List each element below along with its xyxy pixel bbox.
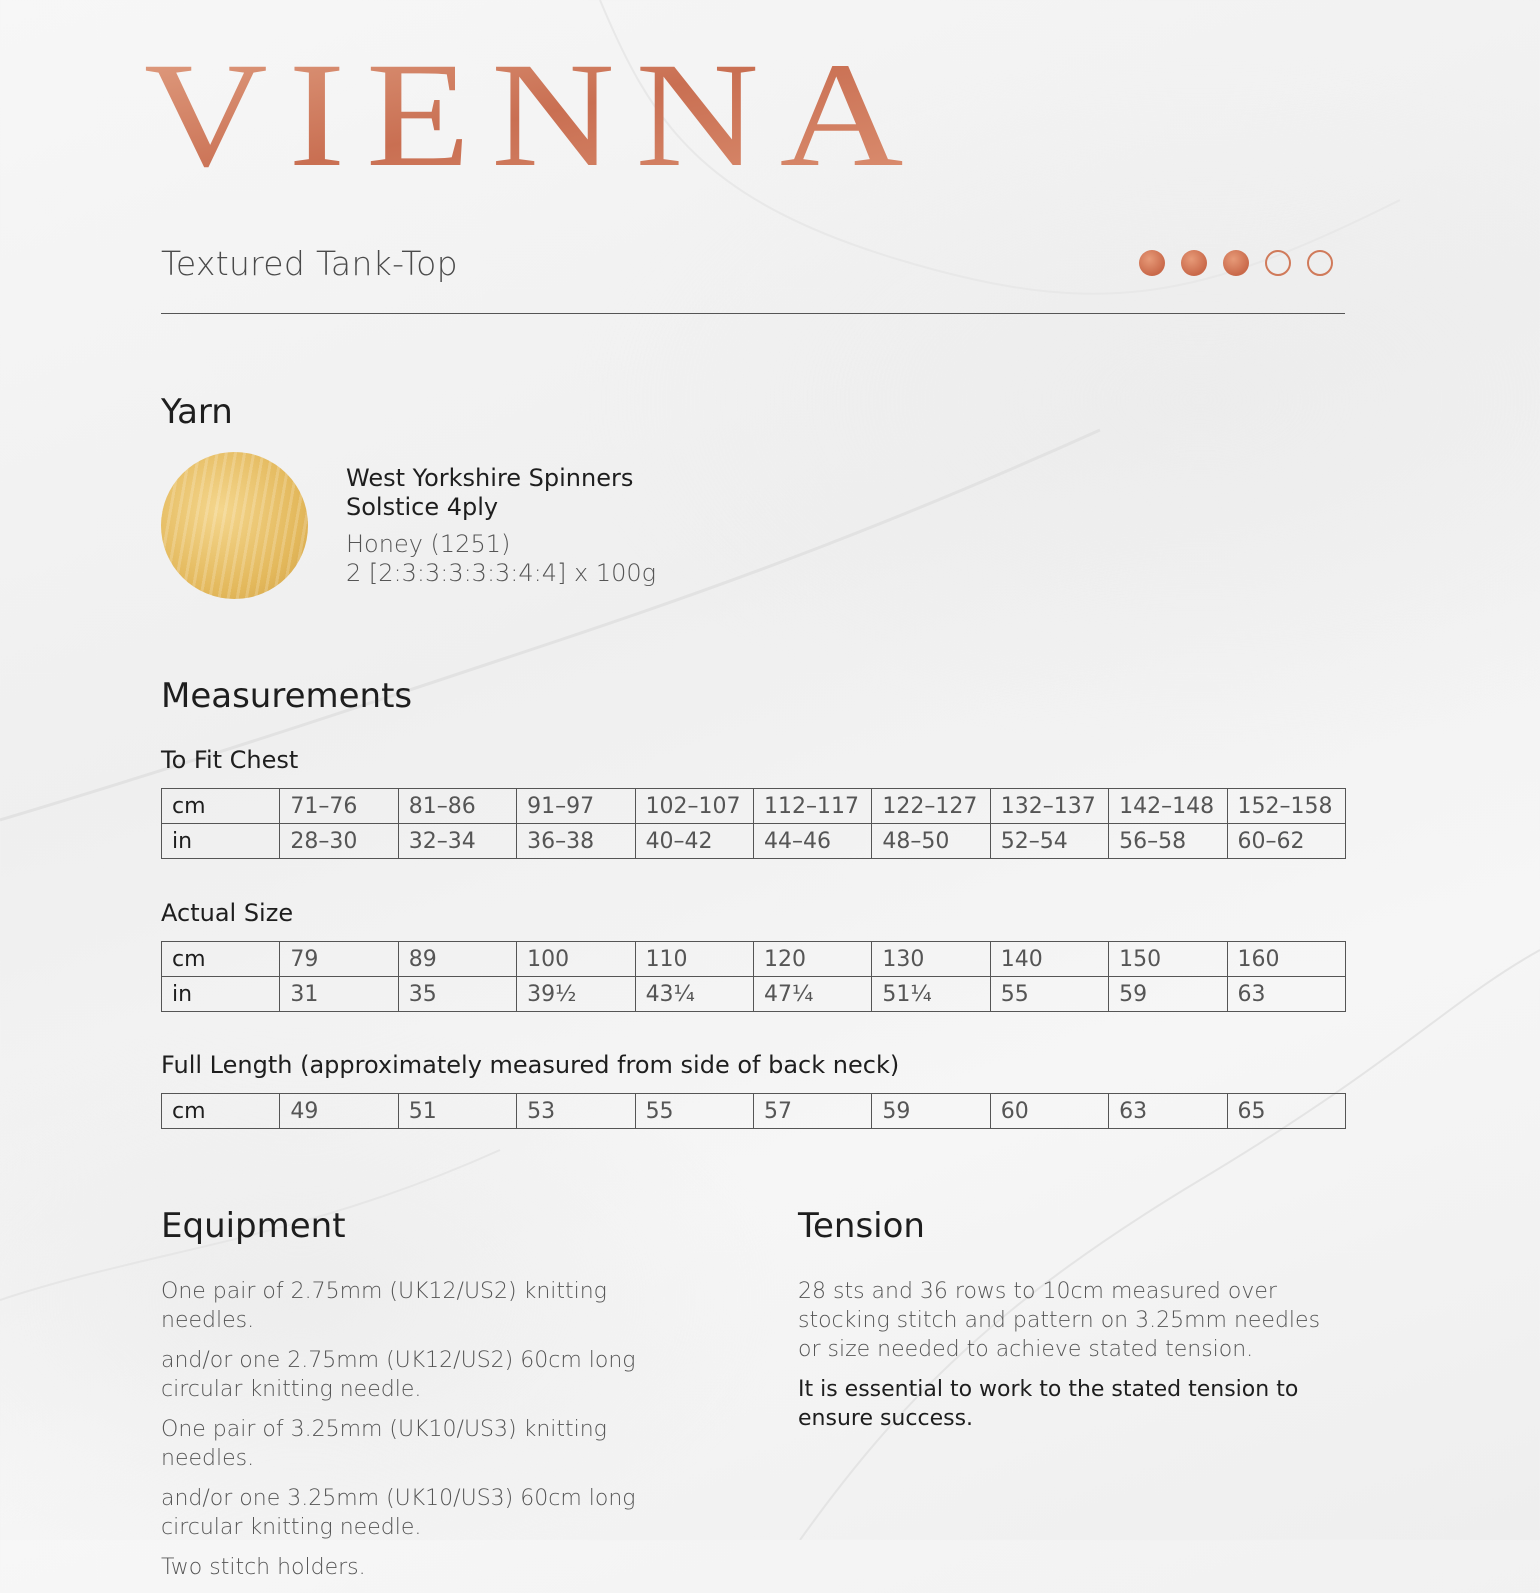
value-cell: 140 bbox=[990, 942, 1108, 977]
value-cell: 40–42 bbox=[635, 824, 753, 859]
value-cell: 47¼ bbox=[753, 977, 871, 1012]
yarn-quantity: 2 [2:3:3:3:3:3:4:4] x 100g bbox=[346, 559, 657, 587]
yarn-heading: Yarn bbox=[161, 392, 233, 432]
value-cell: 81–86 bbox=[398, 789, 516, 824]
value-cell: 122–127 bbox=[872, 789, 990, 824]
to-fit-chest-label: To Fit Chest bbox=[161, 746, 299, 774]
table-row bbox=[162, 1094, 1346, 1129]
measurements-heading: Measurements bbox=[161, 676, 413, 716]
unit-cell: cm bbox=[162, 1094, 280, 1129]
table-row bbox=[162, 977, 1346, 1012]
difficulty-dot-filled bbox=[1181, 250, 1207, 276]
logo-text: VIENNA bbox=[144, 32, 924, 198]
yarn-shade: Honey (1251) bbox=[346, 530, 511, 558]
value-cell: 142–148 bbox=[1109, 789, 1227, 824]
value-cell: 55 bbox=[990, 977, 1108, 1012]
actual-size-table bbox=[161, 941, 1346, 1012]
value-cell: 112–117 bbox=[753, 789, 871, 824]
yarn-details bbox=[346, 464, 656, 588]
value-cell: 49 bbox=[280, 1094, 398, 1129]
value-cell: 65 bbox=[1227, 1094, 1345, 1129]
table-row bbox=[162, 789, 1346, 824]
value-cell: 60–62 bbox=[1227, 824, 1345, 859]
pattern-subtitle: Textured Tank-Top bbox=[161, 244, 458, 283]
value-cell: 53 bbox=[517, 1094, 635, 1129]
value-cell: 160 bbox=[1227, 942, 1345, 977]
tension-heading: Tension bbox=[798, 1206, 925, 1246]
value-cell: 55 bbox=[635, 1094, 753, 1129]
difficulty-rating bbox=[1139, 250, 1333, 276]
unit-cell: in bbox=[162, 977, 280, 1012]
difficulty-dot-filled bbox=[1223, 250, 1249, 276]
value-cell: 132–137 bbox=[990, 789, 1108, 824]
full-length-label: Full Length (approximately measured from side of back neck) bbox=[161, 1051, 900, 1079]
table-row bbox=[162, 942, 1346, 977]
value-cell: 102–107 bbox=[635, 789, 753, 824]
yarn-name: Solstice 4ply bbox=[346, 493, 499, 521]
value-cell: 91–97 bbox=[517, 789, 635, 824]
tension-text: 28 sts and 36 rows to 10cm measured over stocking stitch and pattern on 3.25mm needles or size needed to achieve stated tension. bbox=[798, 1279, 1321, 1362]
yarn-brand: West Yorkshire Spinners bbox=[346, 464, 634, 492]
value-cell: 110 bbox=[635, 942, 753, 977]
value-cell: 31 bbox=[280, 977, 398, 1012]
value-cell: 48–50 bbox=[872, 824, 990, 859]
value-cell: 63 bbox=[1109, 1094, 1227, 1129]
tension-block bbox=[798, 1277, 1328, 1444]
value-cell: 130 bbox=[872, 942, 990, 977]
equipment-item: Two stitch holders. bbox=[161, 1555, 366, 1580]
value-cell: 36–38 bbox=[517, 824, 635, 859]
value-cell: 71–76 bbox=[280, 789, 398, 824]
to-fit-chest-table bbox=[161, 788, 1346, 859]
actual-size-label: Actual Size bbox=[161, 899, 294, 927]
unit-cell: cm bbox=[162, 789, 280, 824]
yarn-swatch bbox=[161, 452, 308, 599]
unit-cell: cm bbox=[162, 942, 280, 977]
value-cell: 63 bbox=[1227, 977, 1345, 1012]
value-cell: 52–54 bbox=[990, 824, 1108, 859]
value-cell: 51¼ bbox=[872, 977, 990, 1012]
equipment-heading: Equipment bbox=[161, 1206, 346, 1246]
value-cell: 100 bbox=[517, 942, 635, 977]
equipment-item: One pair of 2.75mm (UK12/US2) knitting needles. bbox=[161, 1279, 607, 1333]
equipment-item: and/or one 3.25mm (UK10/US3) 60cm long circular knitting needle. bbox=[161, 1486, 636, 1540]
table-row bbox=[162, 824, 1346, 859]
value-cell: 57 bbox=[753, 1094, 871, 1129]
difficulty-dot-empty bbox=[1307, 250, 1333, 276]
difficulty-dot-empty bbox=[1265, 250, 1291, 276]
equipment-item: One pair of 3.25mm (UK10/US3) knitting needles. bbox=[161, 1417, 607, 1471]
value-cell: 51 bbox=[398, 1094, 516, 1129]
vienna-logo bbox=[140, 0, 940, 215]
value-cell: 89 bbox=[398, 942, 516, 977]
equipment-item: and/or one 2.75mm (UK12/US2) 60cm long circular knitting needle. bbox=[161, 1348, 636, 1402]
difficulty-dot-filled bbox=[1139, 250, 1165, 276]
value-cell: 44–46 bbox=[753, 824, 871, 859]
tension-note: It is essential to work to the stated tension to ensure success. bbox=[798, 1377, 1299, 1431]
value-cell: 59 bbox=[1109, 977, 1227, 1012]
equipment-list bbox=[161, 1277, 681, 1593]
value-cell: 35 bbox=[398, 977, 516, 1012]
header-divider bbox=[161, 313, 1345, 314]
value-cell: 120 bbox=[753, 942, 871, 977]
unit-cell: in bbox=[162, 824, 280, 859]
value-cell: 150 bbox=[1109, 942, 1227, 977]
value-cell: 79 bbox=[280, 942, 398, 977]
value-cell: 60 bbox=[990, 1094, 1108, 1129]
value-cell: 43¼ bbox=[635, 977, 753, 1012]
value-cell: 59 bbox=[872, 1094, 990, 1129]
value-cell: 32–34 bbox=[398, 824, 516, 859]
value-cell: 56–58 bbox=[1109, 824, 1227, 859]
full-length-table bbox=[161, 1093, 1346, 1129]
value-cell: 28–30 bbox=[280, 824, 398, 859]
value-cell: 39½ bbox=[517, 977, 635, 1012]
value-cell: 152–158 bbox=[1227, 789, 1345, 824]
